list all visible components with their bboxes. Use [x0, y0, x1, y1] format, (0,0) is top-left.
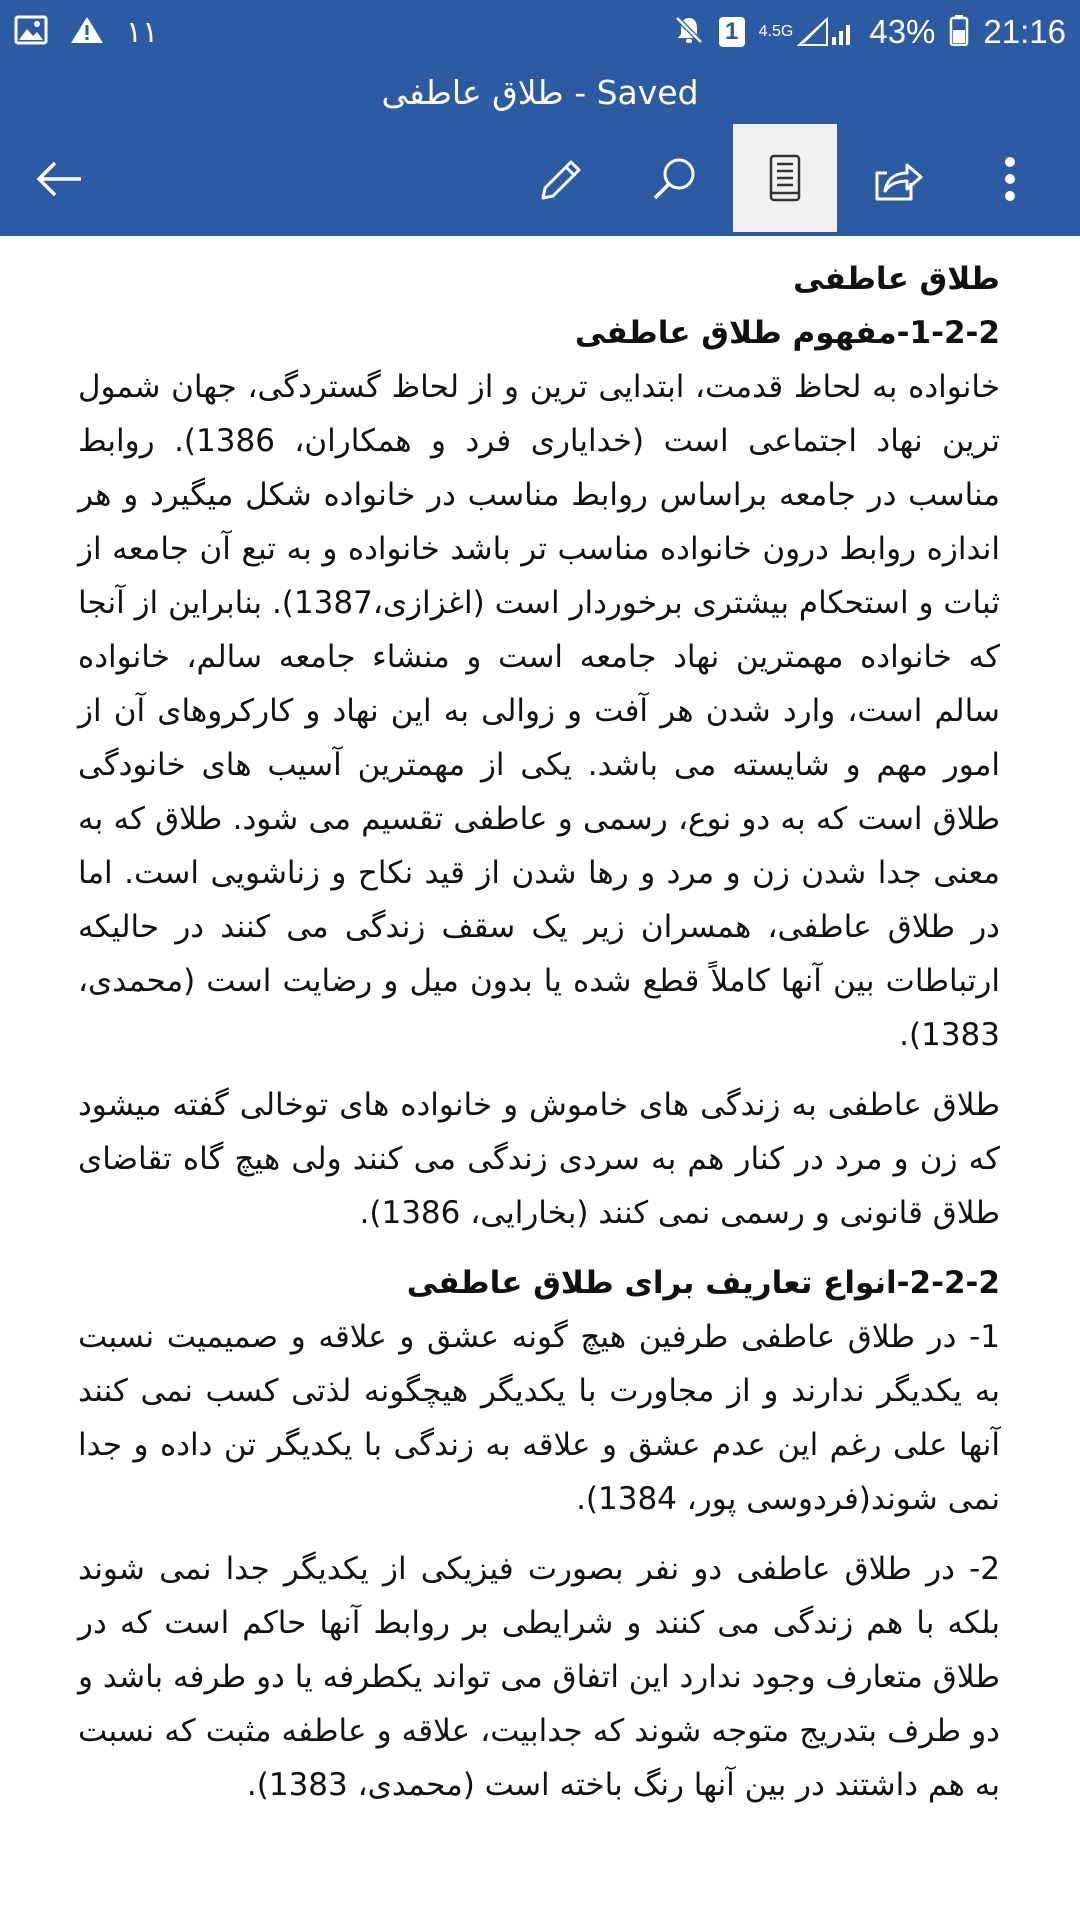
warning-icon: [70, 15, 104, 49]
search-icon: [648, 153, 700, 205]
search-button[interactable]: [622, 122, 726, 236]
pencil-icon: [535, 154, 585, 204]
document-heading: طلاق عاطفی: [793, 261, 1000, 297]
status-bar-left: [14, 0, 158, 64]
paragraph: طلاق عاطفی به زندگی های خاموش و خانواده های توخالی گفته میشود که زن و مرد در کنار هم به سردی زندگی می کنند ولی هیچ گاه تقاضای طلاق قانونی و رسمی نمی کنند (بخارایی، 1386).: [78, 1087, 1000, 1231]
paragraph: 2- در طلاق عاطفی دو نفر بصورت فیزیکی از یکدیگر جدا نمی شوند بلکه با هم زندگی می کنند و شرایطی بر روابط آنها حاکم است که در طلاق متعارف وجود ندارد این اتفاق می تواند یکطرفه یا دو طرفه باشد و دو طرف بتدریج متوجه شوند که جدابیت، علاقه و عاطفه مثبت که نسبت به هم داشتند در بین آنها رنگ باخته است (محمدی، 1383).: [78, 1551, 1000, 1803]
signal-icon: [797, 17, 855, 47]
share-button[interactable]: [846, 122, 950, 236]
arrow-left-icon: [35, 159, 85, 199]
section-heading-2: 2-2-2-انواع تعاریف برای طلاق عاطفی: [406, 1265, 1000, 1301]
status-bar: [0, 0, 1080, 64]
paragraph: خانواده به لحاظ قدمت، ابتدایی ترین و از لحاظ گستردگی، جهان شمول ترین نهاد اجتماعی است (خدایاری فرد و همکاران، 1386). روابط مناسب در جامعه براساس روابط مناسب در خانواده شکل میگیرد و هر اندازه روابط درون خانواده مناسب تر باشد خانواده و به تبع آن جامعه از ثبات و استحکام بیشتری برخوردار است (اغزازی،1387). بنابراین از آنجا که خانواده مهمترین نهاد جامعه است و منشاء جامعه سالم، خانواده سالم است، وارد شدن هر آفت و زوالی به این نهاد و کارکروهای آن از امور مهم و شایسته می باشد. یکی از مهمترین آسیب های خانودگی طلاق است که به دو نوع، رسمی و عاطفی تقسیم می شود. طلاق که به معنی جدا شدن زن و مرد و رها شدن از قید نکاح و زناشویی است. اما در طلاق عاطفی، همسران زیر یک سقف زندگی می کنند در حالیکه ارتباطات بین آنها کاملاً قطع شده یا بدون میل و رضایت است (محمدی، 1383).: [78, 369, 1000, 1053]
document-canvas[interactable]: [0, 236, 1080, 1920]
document-body: [0, 236, 1080, 1812]
mobile-view-icon: [768, 153, 802, 203]
section-heading-1: 1-2-2-مفهوم طلاق عاطفی: [574, 315, 1000, 351]
edit-button[interactable]: [508, 122, 612, 236]
clock: 21:16: [983, 13, 1066, 50]
notification-count: ۱۱: [126, 15, 159, 49]
sim-slot-badge: 1: [719, 17, 745, 47]
battery-icon: [949, 14, 969, 50]
mobile-view-button[interactable]: [733, 124, 837, 232]
paragraph: 1- در طلاق عاطفی طرفین هیچ گونه عشق و علاقه و صمیمیت نسبت به یکدیگر ندارند و از مجاورت با یکدیگر هیچگونه لذتی کسب نمی کنند آنها علی رغم این عدم عشق و علاقه به زندگی با یکدیگر تن داده و جدا نمی شوند(فردوسی پور، 1384).: [78, 1319, 1000, 1517]
status-bar-right: [673, 0, 1066, 64]
network-type: 4.5G: [758, 23, 794, 40]
share-icon: [871, 155, 925, 203]
toolbar: [0, 122, 1080, 236]
battery-percent: 43%: [869, 13, 936, 50]
mute-icon: [673, 14, 705, 50]
more-options-button[interactable]: [958, 122, 1062, 236]
document-title-bar: [0, 64, 1080, 122]
network-signal: [759, 17, 856, 47]
more-vertical-icon: [1003, 155, 1017, 203]
document-title: طلاق عاطفی - Saved: [381, 73, 699, 112]
gallery-notification-icon: [14, 15, 48, 49]
back-button[interactable]: [8, 122, 112, 236]
